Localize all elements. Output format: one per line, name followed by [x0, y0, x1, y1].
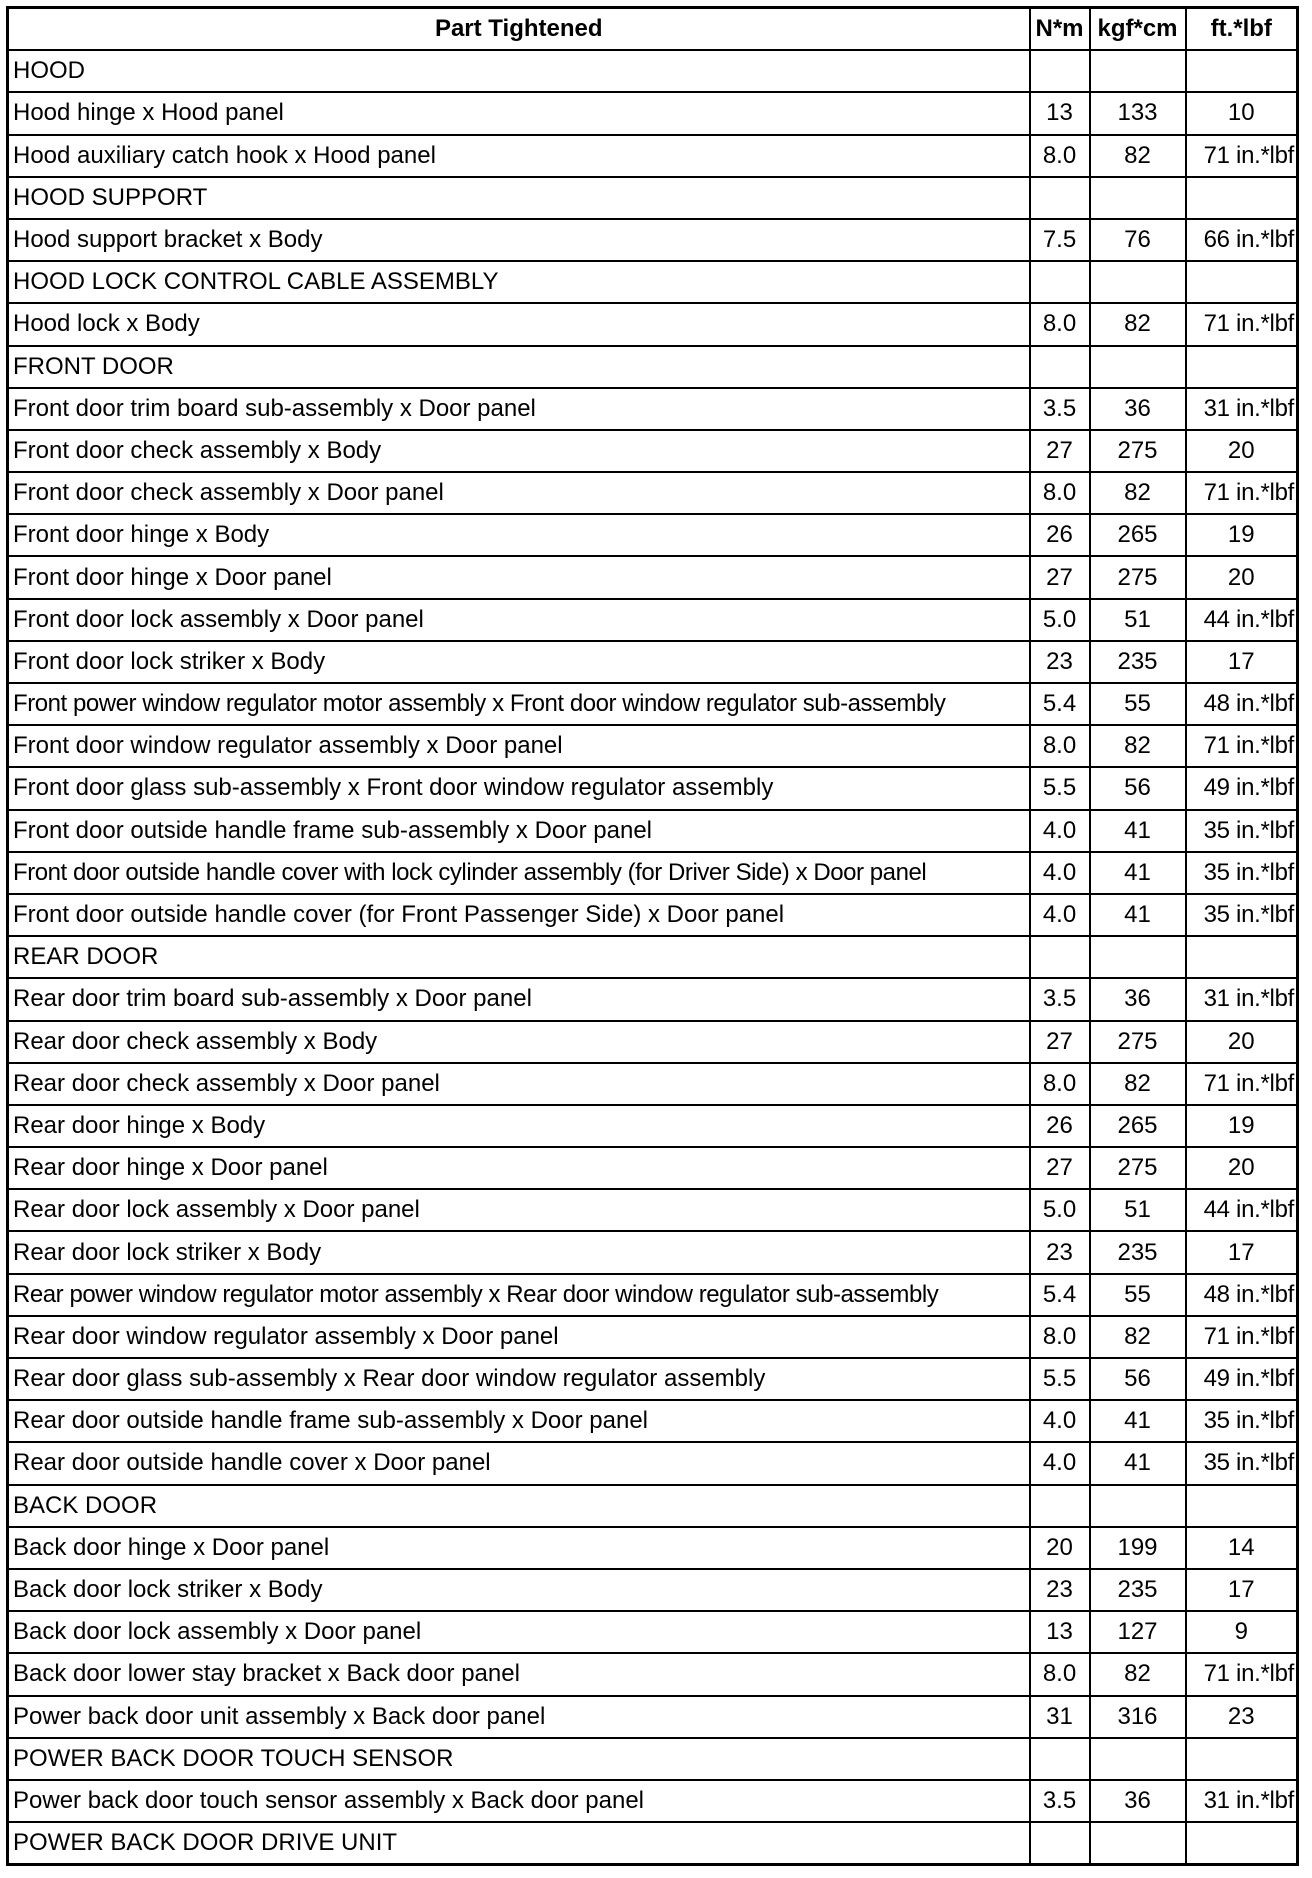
torque-ft-lbf-cell: 19: [1186, 1105, 1298, 1147]
section-row: [8, 1738, 1298, 1780]
part-tightened-cell: Hood lock x Body: [8, 303, 1030, 345]
header-ft-lbf: ft.*lbf: [1186, 8, 1298, 51]
part-tightened-cell: Front door hinge x Door panel: [8, 556, 1030, 598]
part-tightened-cell: Front door trim board sub-assembly x Door panel: [8, 388, 1030, 430]
table-row: [8, 725, 1298, 767]
torque-nm-cell: 5.5: [1030, 1358, 1090, 1400]
torque-kgf-cell: 41: [1090, 894, 1186, 936]
torque-ft-lbf-cell: 14: [1186, 1527, 1298, 1569]
torque-nm-cell: 8.0: [1030, 1653, 1090, 1695]
part-tightened-cell: Back door lock striker x Body: [8, 1569, 1030, 1611]
torque-ft-lbf-cell: 17: [1186, 641, 1298, 683]
section-empty-cell: [1030, 936, 1090, 978]
table-row: [8, 472, 1298, 514]
torque-kgf-cell: 82: [1090, 1653, 1186, 1695]
table-header-row: [8, 8, 1298, 51]
header-newton-meter: N*m: [1030, 8, 1090, 51]
torque-kgf-cell: 36: [1090, 978, 1186, 1020]
torque-nm-cell: 13: [1030, 92, 1090, 134]
section-empty-cell: [1090, 50, 1186, 92]
torque-ft-lbf-cell: 35 in.*lbf: [1186, 852, 1298, 894]
torque-nm-cell: 27: [1030, 1147, 1090, 1189]
section-row: [8, 50, 1298, 92]
torque-nm-cell: 8.0: [1030, 472, 1090, 514]
torque-ft-lbf-cell: 35 in.*lbf: [1186, 810, 1298, 852]
part-tightened-cell: Rear door lock striker x Body: [8, 1231, 1030, 1273]
torque-ft-lbf-cell: 31 in.*lbf: [1186, 1780, 1298, 1822]
section-empty-cell: [1030, 177, 1090, 219]
torque-nm-cell: 8.0: [1030, 1063, 1090, 1105]
torque-kgf-cell: 82: [1090, 725, 1186, 767]
table-row: [8, 430, 1298, 472]
table-row: [8, 1358, 1298, 1400]
torque-nm-cell: 3.5: [1030, 1780, 1090, 1822]
torque-kgf-cell: 76: [1090, 219, 1186, 261]
torque-kgf-cell: 275: [1090, 1021, 1186, 1063]
torque-nm-cell: 27: [1030, 430, 1090, 472]
part-tightened-cell: Front door lock assembly x Door panel: [8, 599, 1030, 641]
part-tightened-cell: Back door lock assembly x Door panel: [8, 1611, 1030, 1653]
table-row: [8, 1400, 1298, 1442]
part-tightened-cell: Rear door check assembly x Door panel: [8, 1063, 1030, 1105]
part-tightened-cell: Front door outside handle cover (for Front Passenger Side) x Door panel: [8, 894, 1030, 936]
torque-ft-lbf-cell: 71 in.*lbf: [1186, 725, 1298, 767]
section-empty-cell: [1186, 936, 1298, 978]
torque-nm-cell: 23: [1030, 1231, 1090, 1273]
part-tightened-cell: Hood hinge x Hood panel: [8, 92, 1030, 134]
torque-nm-cell: 27: [1030, 1021, 1090, 1063]
table-row: [8, 556, 1298, 598]
torque-nm-cell: 5.0: [1030, 599, 1090, 641]
part-tightened-cell: Hood auxiliary catch hook x Hood panel: [8, 135, 1030, 177]
torque-kgf-cell: 41: [1090, 810, 1186, 852]
torque-nm-cell: 23: [1030, 1569, 1090, 1611]
section-empty-cell: [1030, 1485, 1090, 1527]
header-kgf-cm: kgf*cm: [1090, 8, 1186, 51]
table-row: [8, 388, 1298, 430]
table-row: [8, 767, 1298, 809]
table-row: [8, 1105, 1298, 1147]
torque-kgf-cell: 199: [1090, 1527, 1186, 1569]
torque-kgf-cell: 51: [1090, 1189, 1186, 1231]
torque-ft-lbf-cell: 31 in.*lbf: [1186, 978, 1298, 1020]
torque-ft-lbf-cell: 71 in.*lbf: [1186, 303, 1298, 345]
torque-kgf-cell: 82: [1090, 1063, 1186, 1105]
section-title: POWER BACK DOOR TOUCH SENSOR: [8, 1738, 1030, 1780]
section-row: [8, 936, 1298, 978]
torque-nm-cell: 5.4: [1030, 1274, 1090, 1316]
table-row: [8, 1527, 1298, 1569]
torque-ft-lbf-cell: 23: [1186, 1696, 1298, 1738]
table-row: [8, 303, 1298, 345]
part-tightened-cell: Front door outside handle cover with lock cylinder assembly (for Driver Side) x Door panel: [8, 852, 1030, 894]
torque-nm-cell: 27: [1030, 556, 1090, 598]
section-empty-cell: [1090, 1738, 1186, 1780]
table-row: [8, 1780, 1298, 1822]
torque-kgf-cell: 56: [1090, 1358, 1186, 1400]
table-row: [8, 810, 1298, 852]
torque-kgf-cell: 56: [1090, 767, 1186, 809]
torque-ft-lbf-cell: 10: [1186, 92, 1298, 134]
part-tightened-cell: Rear door trim board sub-assembly x Door panel: [8, 978, 1030, 1020]
torque-spec-table-container: [6, 6, 1296, 1866]
section-empty-cell: [1090, 936, 1186, 978]
torque-ft-lbf-cell: 9: [1186, 1611, 1298, 1653]
torque-kgf-cell: 275: [1090, 1147, 1186, 1189]
torque-ft-lbf-cell: 17: [1186, 1231, 1298, 1273]
torque-nm-cell: 23: [1030, 641, 1090, 683]
torque-ft-lbf-cell: 71 in.*lbf: [1186, 1063, 1298, 1105]
part-tightened-cell: Power back door touch sensor assembly x Back door panel: [8, 1780, 1030, 1822]
section-empty-cell: [1030, 1738, 1090, 1780]
table-row: [8, 978, 1298, 1020]
torque-nm-cell: 13: [1030, 1611, 1090, 1653]
torque-kgf-cell: 55: [1090, 1274, 1186, 1316]
table-row: [8, 683, 1298, 725]
torque-spec-table: [6, 6, 1299, 1866]
torque-ft-lbf-cell: 71 in.*lbf: [1186, 135, 1298, 177]
table-row: [8, 1189, 1298, 1231]
torque-nm-cell: 26: [1030, 1105, 1090, 1147]
section-row: [8, 1485, 1298, 1527]
torque-ft-lbf-cell: 35 in.*lbf: [1186, 1400, 1298, 1442]
table-row: [8, 1021, 1298, 1063]
torque-nm-cell: 4.0: [1030, 810, 1090, 852]
section-row: [8, 1822, 1298, 1865]
table-row: [8, 852, 1298, 894]
torque-kgf-cell: 36: [1090, 1780, 1186, 1822]
section-empty-cell: [1030, 50, 1090, 92]
table-row: [8, 641, 1298, 683]
torque-kgf-cell: 82: [1090, 1316, 1186, 1358]
torque-kgf-cell: 82: [1090, 303, 1186, 345]
table-body: [8, 50, 1298, 1865]
torque-ft-lbf-cell: 19: [1186, 514, 1298, 556]
torque-kgf-cell: 127: [1090, 1611, 1186, 1653]
part-tightened-cell: Front door hinge x Body: [8, 514, 1030, 556]
section-title: FRONT DOOR: [8, 346, 1030, 388]
torque-nm-cell: 31: [1030, 1696, 1090, 1738]
torque-ft-lbf-cell: 44 in.*lbf: [1186, 599, 1298, 641]
torque-nm-cell: 4.0: [1030, 852, 1090, 894]
torque-kgf-cell: 265: [1090, 1105, 1186, 1147]
torque-nm-cell: 5.4: [1030, 683, 1090, 725]
part-tightened-cell: Power back door unit assembly x Back door panel: [8, 1696, 1030, 1738]
torque-kgf-cell: 41: [1090, 1400, 1186, 1442]
torque-ft-lbf-cell: 48 in.*lbf: [1186, 683, 1298, 725]
part-tightened-cell: Front door glass sub-assembly x Front door window regulator assembly: [8, 767, 1030, 809]
part-tightened-cell: Rear door outside handle cover x Door panel: [8, 1442, 1030, 1484]
torque-ft-lbf-cell: 71 in.*lbf: [1186, 1653, 1298, 1695]
table-row: [8, 92, 1298, 134]
part-tightened-cell: Back door lower stay bracket x Back door panel: [8, 1653, 1030, 1695]
torque-kgf-cell: 316: [1090, 1696, 1186, 1738]
table-row: [8, 1063, 1298, 1105]
torque-ft-lbf-cell: 20: [1186, 556, 1298, 598]
torque-kgf-cell: 275: [1090, 556, 1186, 598]
torque-kgf-cell: 235: [1090, 641, 1186, 683]
section-empty-cell: [1030, 1822, 1090, 1865]
table-row: [8, 514, 1298, 556]
section-empty-cell: [1090, 261, 1186, 303]
torque-ft-lbf-cell: 49 in.*lbf: [1186, 1358, 1298, 1400]
torque-kgf-cell: 275: [1090, 430, 1186, 472]
part-tightened-cell: Rear power window regulator motor assembly x Rear door window regulator sub-assembly: [8, 1274, 1030, 1316]
torque-ft-lbf-cell: 17: [1186, 1569, 1298, 1611]
torque-ft-lbf-cell: 20: [1186, 1021, 1298, 1063]
part-tightened-cell: Front door check assembly x Door panel: [8, 472, 1030, 514]
torque-nm-cell: 8.0: [1030, 135, 1090, 177]
torque-nm-cell: 5.0: [1030, 1189, 1090, 1231]
torque-kgf-cell: 235: [1090, 1569, 1186, 1611]
torque-kgf-cell: 133: [1090, 92, 1186, 134]
section-empty-cell: [1186, 1485, 1298, 1527]
section-empty-cell: [1090, 1822, 1186, 1865]
torque-nm-cell: 3.5: [1030, 388, 1090, 430]
section-empty-cell: [1090, 346, 1186, 388]
section-row: [8, 261, 1298, 303]
torque-nm-cell: 20: [1030, 1527, 1090, 1569]
section-title: HOOD: [8, 50, 1030, 92]
torque-kgf-cell: 51: [1090, 599, 1186, 641]
part-tightened-cell: Front door check assembly x Body: [8, 430, 1030, 472]
part-tightened-cell: Rear door hinge x Body: [8, 1105, 1030, 1147]
table-row: [8, 1569, 1298, 1611]
torque-ft-lbf-cell: 20: [1186, 430, 1298, 472]
part-tightened-cell: Front door lock striker x Body: [8, 641, 1030, 683]
section-empty-cell: [1186, 50, 1298, 92]
torque-nm-cell: 8.0: [1030, 725, 1090, 767]
torque-kgf-cell: 265: [1090, 514, 1186, 556]
torque-ft-lbf-cell: 71 in.*lbf: [1186, 1316, 1298, 1358]
torque-nm-cell: 8.0: [1030, 303, 1090, 345]
table-row: [8, 219, 1298, 261]
torque-ft-lbf-cell: 20: [1186, 1147, 1298, 1189]
torque-nm-cell: 4.0: [1030, 1400, 1090, 1442]
section-title: HOOD LOCK CONTROL CABLE ASSEMBLY: [8, 261, 1030, 303]
torque-nm-cell: 5.5: [1030, 767, 1090, 809]
table-row: [8, 1274, 1298, 1316]
section-title: REAR DOOR: [8, 936, 1030, 978]
torque-kgf-cell: 41: [1090, 1442, 1186, 1484]
torque-nm-cell: 7.5: [1030, 219, 1090, 261]
torque-ft-lbf-cell: 71 in.*lbf: [1186, 472, 1298, 514]
torque-ft-lbf-cell: 66 in.*lbf: [1186, 219, 1298, 261]
section-empty-cell: [1186, 1822, 1298, 1865]
torque-kgf-cell: 82: [1090, 472, 1186, 514]
part-tightened-cell: Rear door check assembly x Body: [8, 1021, 1030, 1063]
part-tightened-cell: Rear door lock assembly x Door panel: [8, 1189, 1030, 1231]
torque-kgf-cell: 36: [1090, 388, 1186, 430]
torque-ft-lbf-cell: 35 in.*lbf: [1186, 1442, 1298, 1484]
table-row: [8, 1316, 1298, 1358]
section-empty-cell: [1030, 261, 1090, 303]
table-row: [8, 1653, 1298, 1695]
section-empty-cell: [1186, 261, 1298, 303]
section-title: POWER BACK DOOR DRIVE UNIT: [8, 1822, 1030, 1865]
table-row: [8, 135, 1298, 177]
part-tightened-cell: Rear door glass sub-assembly x Rear door window regulator assembly: [8, 1358, 1030, 1400]
torque-ft-lbf-cell: 48 in.*lbf: [1186, 1274, 1298, 1316]
torque-nm-cell: 3.5: [1030, 978, 1090, 1020]
torque-nm-cell: 4.0: [1030, 1442, 1090, 1484]
torque-ft-lbf-cell: 44 in.*lbf: [1186, 1189, 1298, 1231]
torque-nm-cell: 26: [1030, 514, 1090, 556]
part-tightened-cell: Hood support bracket x Body: [8, 219, 1030, 261]
section-title: HOOD SUPPORT: [8, 177, 1030, 219]
torque-nm-cell: 8.0: [1030, 1316, 1090, 1358]
torque-kgf-cell: 41: [1090, 852, 1186, 894]
torque-kgf-cell: 235: [1090, 1231, 1186, 1273]
part-tightened-cell: Rear door window regulator assembly x Door panel: [8, 1316, 1030, 1358]
section-empty-cell: [1090, 1485, 1186, 1527]
part-tightened-cell: Front power window regulator motor assembly x Front door window regulator sub-assembly: [8, 683, 1030, 725]
torque-kgf-cell: 55: [1090, 683, 1186, 725]
part-tightened-cell: Rear door outside handle frame sub-assembly x Door panel: [8, 1400, 1030, 1442]
table-row: [8, 894, 1298, 936]
section-row: [8, 177, 1298, 219]
table-row: [8, 599, 1298, 641]
section-title: BACK DOOR: [8, 1485, 1030, 1527]
part-tightened-cell: Front door window regulator assembly x Door panel: [8, 725, 1030, 767]
section-row: [8, 346, 1298, 388]
table-row: [8, 1442, 1298, 1484]
section-empty-cell: [1030, 346, 1090, 388]
table-row: [8, 1696, 1298, 1738]
torque-ft-lbf-cell: 49 in.*lbf: [1186, 767, 1298, 809]
torque-ft-lbf-cell: 35 in.*lbf: [1186, 894, 1298, 936]
part-tightened-cell: Front door outside handle frame sub-assembly x Door panel: [8, 810, 1030, 852]
torque-kgf-cell: 82: [1090, 135, 1186, 177]
table-row: [8, 1147, 1298, 1189]
section-empty-cell: [1090, 177, 1186, 219]
part-tightened-cell: Back door hinge x Door panel: [8, 1527, 1030, 1569]
part-tightened-cell: Rear door hinge x Door panel: [8, 1147, 1030, 1189]
section-empty-cell: [1186, 346, 1298, 388]
section-empty-cell: [1186, 1738, 1298, 1780]
header-part-tightened: Part Tightened: [8, 8, 1030, 51]
table-row: [8, 1231, 1298, 1273]
section-empty-cell: [1186, 177, 1298, 219]
table-row: [8, 1611, 1298, 1653]
torque-nm-cell: 4.0: [1030, 894, 1090, 936]
torque-ft-lbf-cell: 31 in.*lbf: [1186, 388, 1298, 430]
